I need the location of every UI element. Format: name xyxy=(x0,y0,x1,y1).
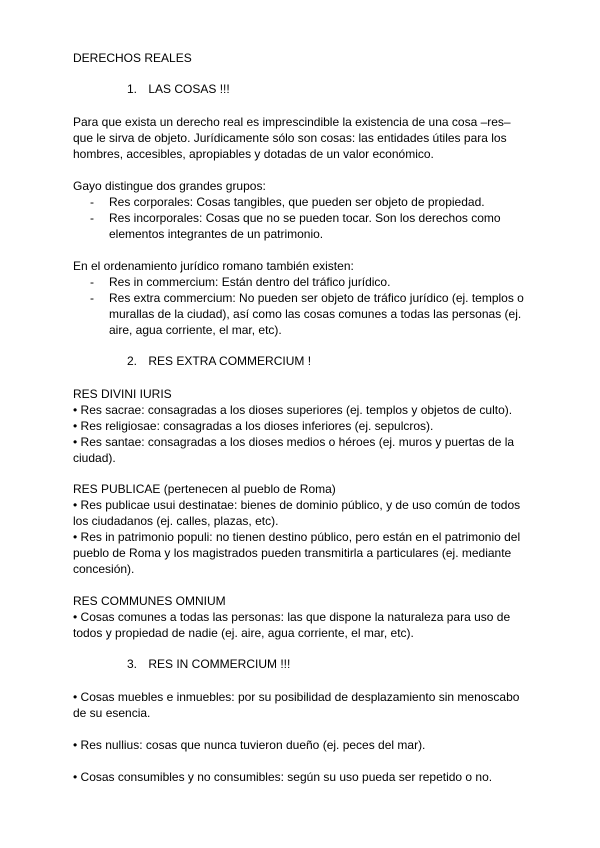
dash-bullet: - xyxy=(90,211,94,225)
section-title: LAS COSAS !!! xyxy=(148,82,230,96)
list-item: • Res religiosae: consagradas a los dioses inferiores (ej. sepulcros). xyxy=(73,419,434,433)
dash-bullet: - xyxy=(90,291,94,305)
list-item: • Cosas comunes a todas las personas: las que dispone la naturaleza para uso de todos y propiedad de nadie (ej. aire, agua corriente, el mar, etc). xyxy=(73,610,511,640)
list-item: • Cosas muebles e inmuebles: por su posibilidad de desplazamiento sin menoscabo de su esencia. xyxy=(73,690,520,720)
res-publicae-heading: RES PUBLICAE (pertenecen al pueblo de Roma) xyxy=(73,482,336,496)
list-item: • Cosas consumibles y no consumibles: según su uso pueda ser repetido o no. xyxy=(73,770,493,784)
section-number: 3. xyxy=(127,657,138,671)
res-communes-heading: RES COMMUNES OMNIUM xyxy=(73,594,226,608)
list-item: • Res nullius: cosas que nunca tuvieron dueño (ej. peces del mar). xyxy=(73,738,426,752)
list-item: Res incorporales: Cosas que no se pueden tocar. Son los derechos como elementos integrantes de un patrimonio. xyxy=(109,211,501,241)
list-item: • Res publicae usui destinatae: bienes de dominio público, y de uso común de todos los ciudadanos (ej. calles, plazas, etc). xyxy=(73,498,521,528)
gayo-heading: Gayo distingue dos grandes grupos: xyxy=(73,179,266,193)
section-number: 2. xyxy=(127,354,138,368)
intro-paragraph: Para que exista un derecho real es imprescindible la existencia de una cosa –res– que le sirva de objeto. Jurídicamente sólo son cosas: las entidades útiles para los hombres, accesibles, apropiables y dotadas de un valor económico. xyxy=(73,115,511,161)
section-heading-1 xyxy=(127,81,230,97)
document-title: DERECHOS REALES xyxy=(73,51,192,65)
list-item: Res extra commercium: No pueden ser objeto de tráfico jurídico (ej. templos o murallas de la ciudad), así como las cosas comunes a todas las personas (ej. aire, agua corriente, el mar, etc). xyxy=(109,291,524,337)
section-title: RES IN COMMERCIUM !!! xyxy=(148,657,291,671)
section-heading-3 xyxy=(127,656,290,672)
dash-bullet: - xyxy=(90,195,94,209)
section-title: RES EXTRA COMMERCIUM ! xyxy=(148,354,312,368)
list-item: • Res santae: consagradas a los dioses medios o héroes (ej. muros y puertas de la ciudad). xyxy=(73,435,515,465)
list-item: Res in commercium: Están dentro del tráfico jurídico. xyxy=(109,275,391,289)
section-heading-2 xyxy=(127,353,311,369)
ordenamiento-heading: En el ordenamiento jurídico romano también existen: xyxy=(73,259,354,273)
list-item: • Res in patrimonio populi: no tienen destino público, pero están en el patrimonio del pueblo de Roma y los magistrados pueden transmitirla a particulares (ej. mediante concesión). xyxy=(73,530,521,576)
list-item: Res corporales: Cosas tangibles, que pueden ser objeto de propiedad. xyxy=(109,195,485,209)
res-divini-heading: RES DIVINI IURIS xyxy=(73,387,172,401)
list-item: • Res sacrae: consagradas a los dioses superiores (ej. templos y objetos de culto). xyxy=(73,403,513,417)
section-number: 1. xyxy=(127,82,138,96)
dash-bullet: - xyxy=(90,275,94,289)
